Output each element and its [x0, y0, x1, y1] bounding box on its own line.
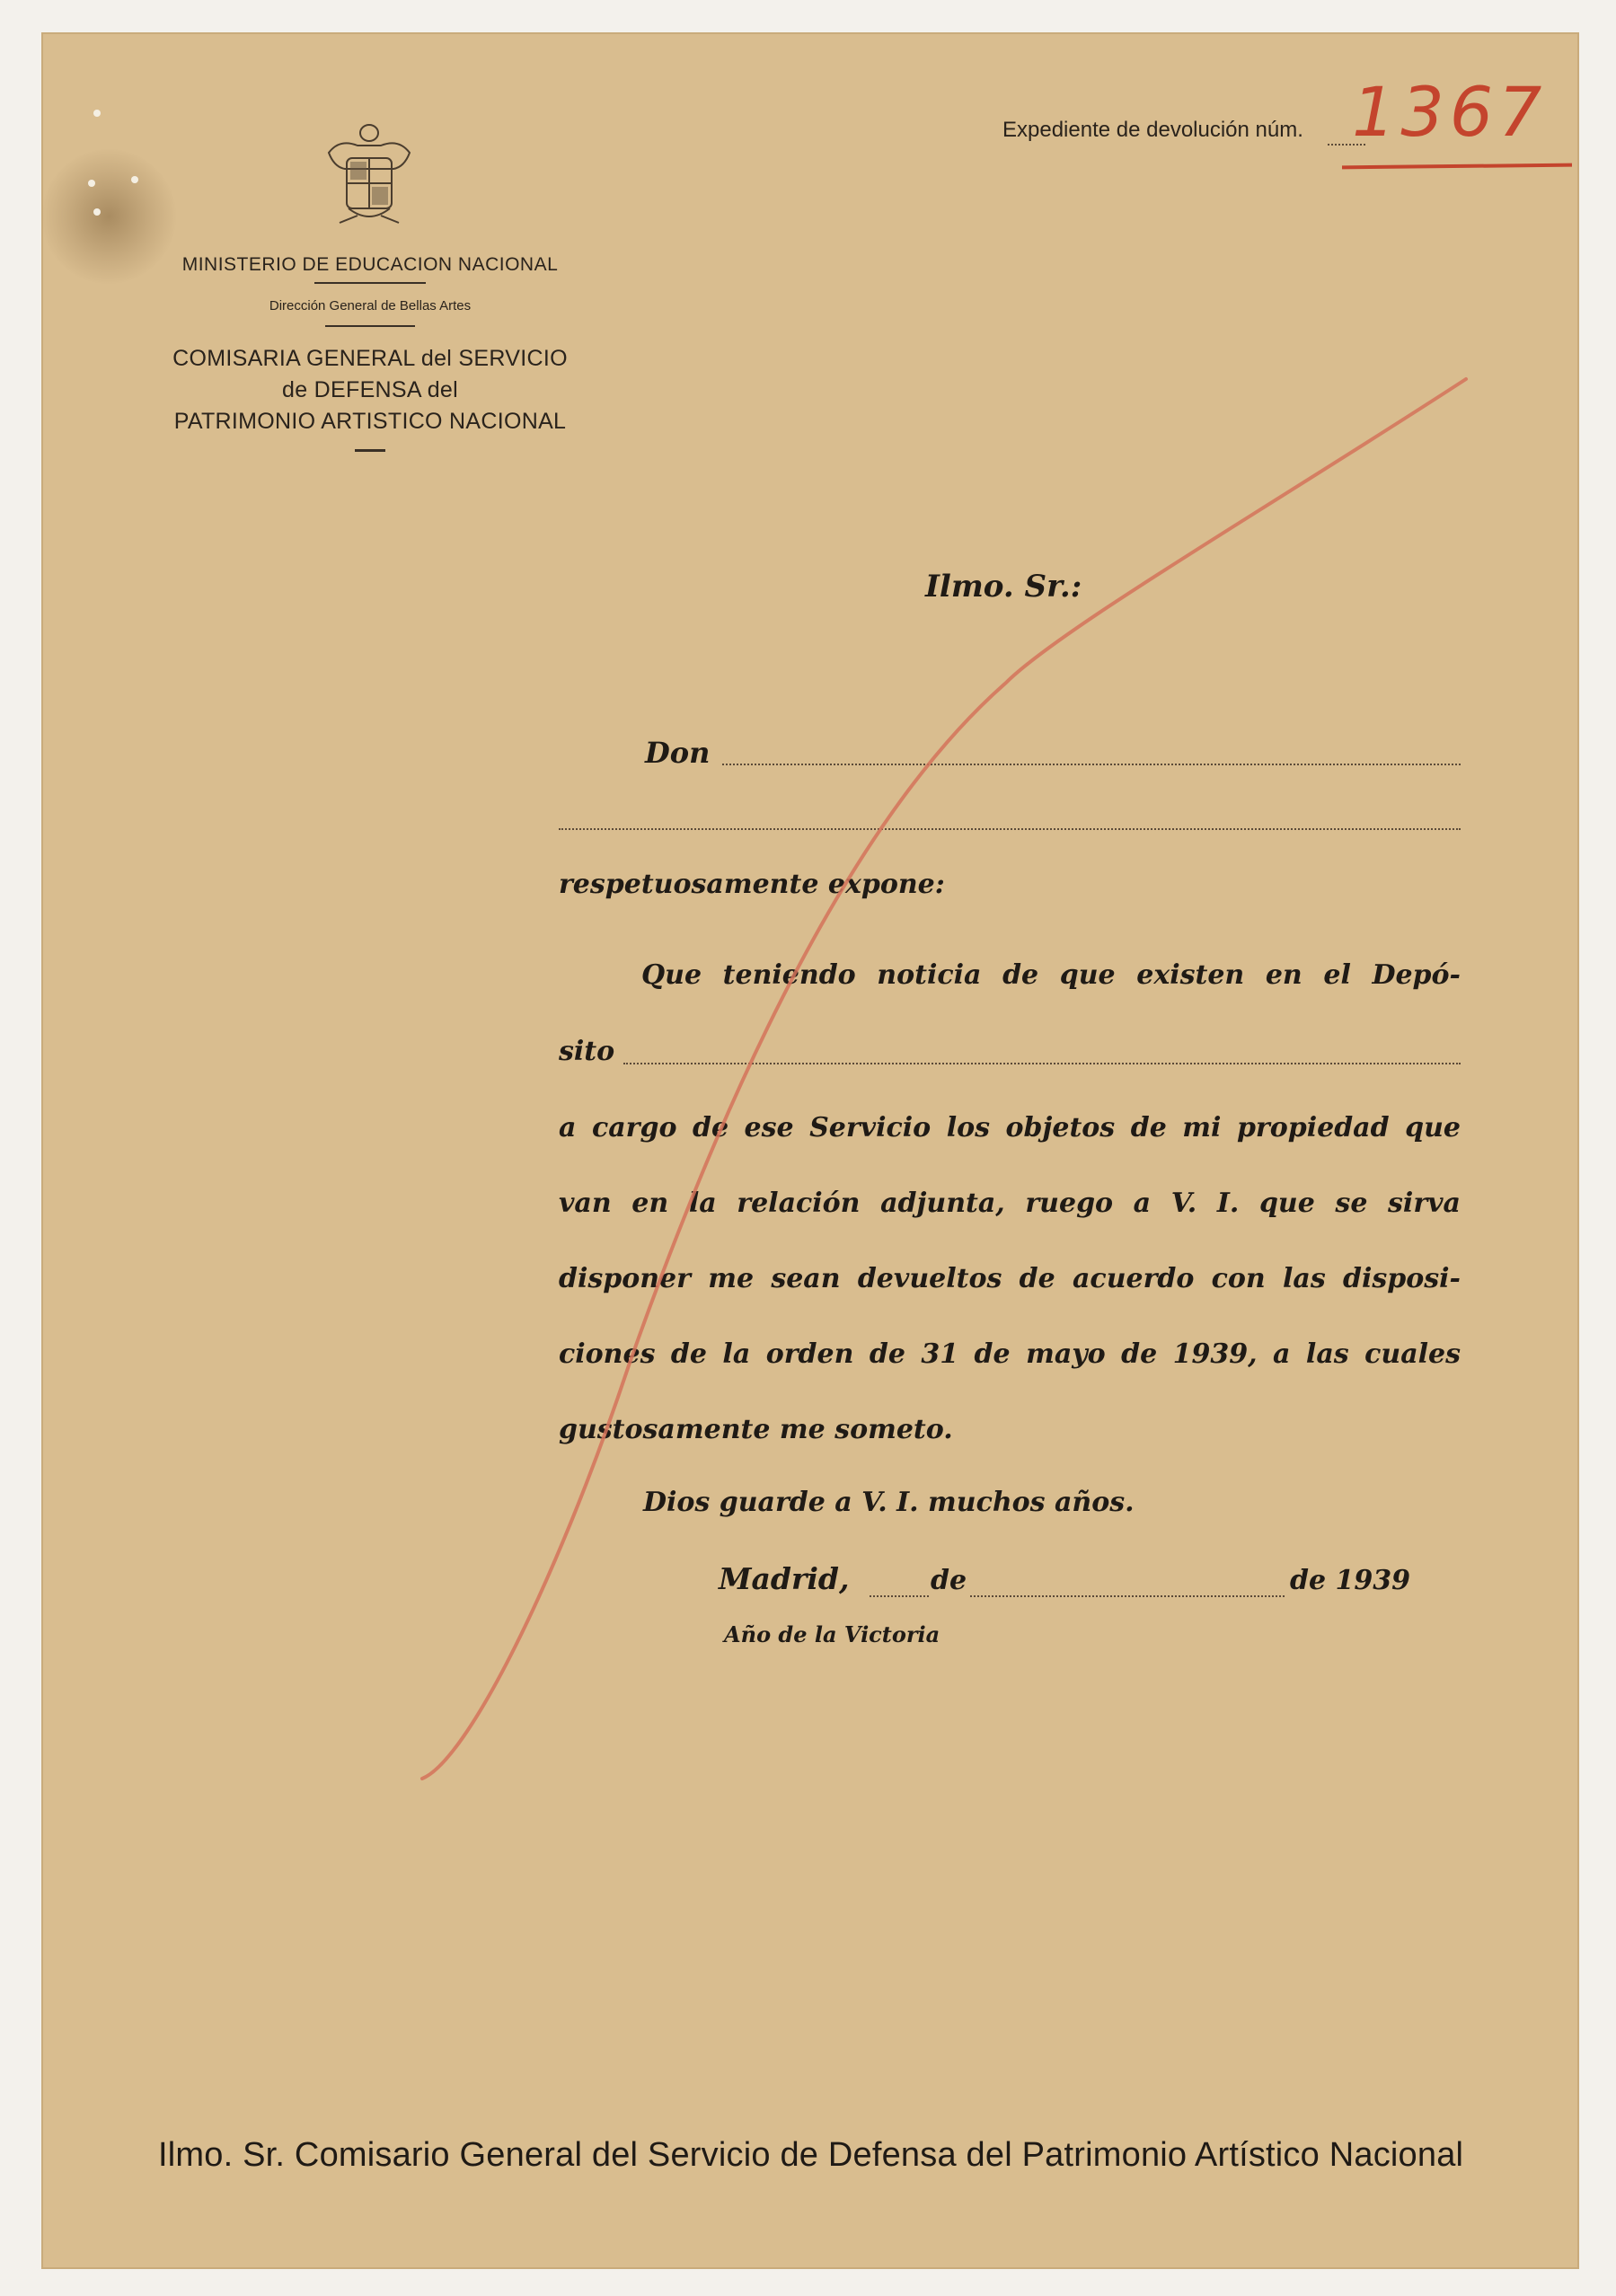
direction-subheading: Dirección General de Bellas Artes — [269, 298, 472, 313]
divider — [355, 449, 385, 452]
deposito-field — [623, 1063, 1461, 1064]
body-line-1: Que teniendo noticia de que existen en el Depó- — [641, 959, 1461, 991]
body-line-4: van en la relación adjunta, ruego a V. I. que se sirva — [559, 1188, 1461, 1219]
don-label: Don — [645, 736, 711, 770]
body-line-6: ciones de la orden de 31 de mayo de 1939, a las cuales — [559, 1338, 1461, 1370]
divider — [325, 325, 415, 327]
comisaria-line-2: de DEFENSA del — [282, 377, 458, 402]
don-name-field — [722, 764, 1461, 765]
comisaria-heading — [135, 343, 605, 437]
coat-of-arms-icon — [322, 119, 417, 228]
body-line-5: disponer me sean devueltos de acuerdo con las disposi- — [559, 1263, 1461, 1294]
salutation: Ilmo. Sr.: — [925, 569, 1082, 605]
date-de-label: de — [931, 1565, 967, 1596]
body-line-3: a cargo de ese Servicio los objetos de mi propiedad que — [559, 1112, 1461, 1144]
expediente-number: 1367 — [1352, 72, 1548, 152]
month-field — [970, 1595, 1285, 1597]
name-continuation-field — [559, 828, 1461, 830]
ministry-heading: MINISTERIO DE EDUCACION NACIONAL — [181, 254, 559, 275]
expediente-label: Expediente de devolución núm. — [1002, 118, 1303, 142]
day-field — [870, 1595, 929, 1597]
addressee-footer: Ilmo. Sr. Comisario General del Servicio de Defensa del Patrimonio Artístico Nacional — [158, 2136, 1464, 2174]
closing-line: Dios guarde a V. I. muchos años. — [643, 1487, 1135, 1518]
expone-line: respetuosamente expone: — [559, 869, 945, 900]
comisaria-line-1: COMISARIA GENERAL del SERVICIO — [172, 346, 568, 371]
body-line-7: gustosamente me someto. — [559, 1414, 953, 1445]
victoria-line: Año de la Victoria — [724, 1621, 940, 1647]
place-label: Madrid, — [719, 1561, 850, 1596]
year-label: de 1939 — [1290, 1565, 1411, 1596]
comisaria-line-3: PATRIMONIO ARTISTICO NACIONAL — [173, 409, 567, 434]
sito-label: sito — [559, 1036, 615, 1067]
divider — [314, 282, 426, 284]
